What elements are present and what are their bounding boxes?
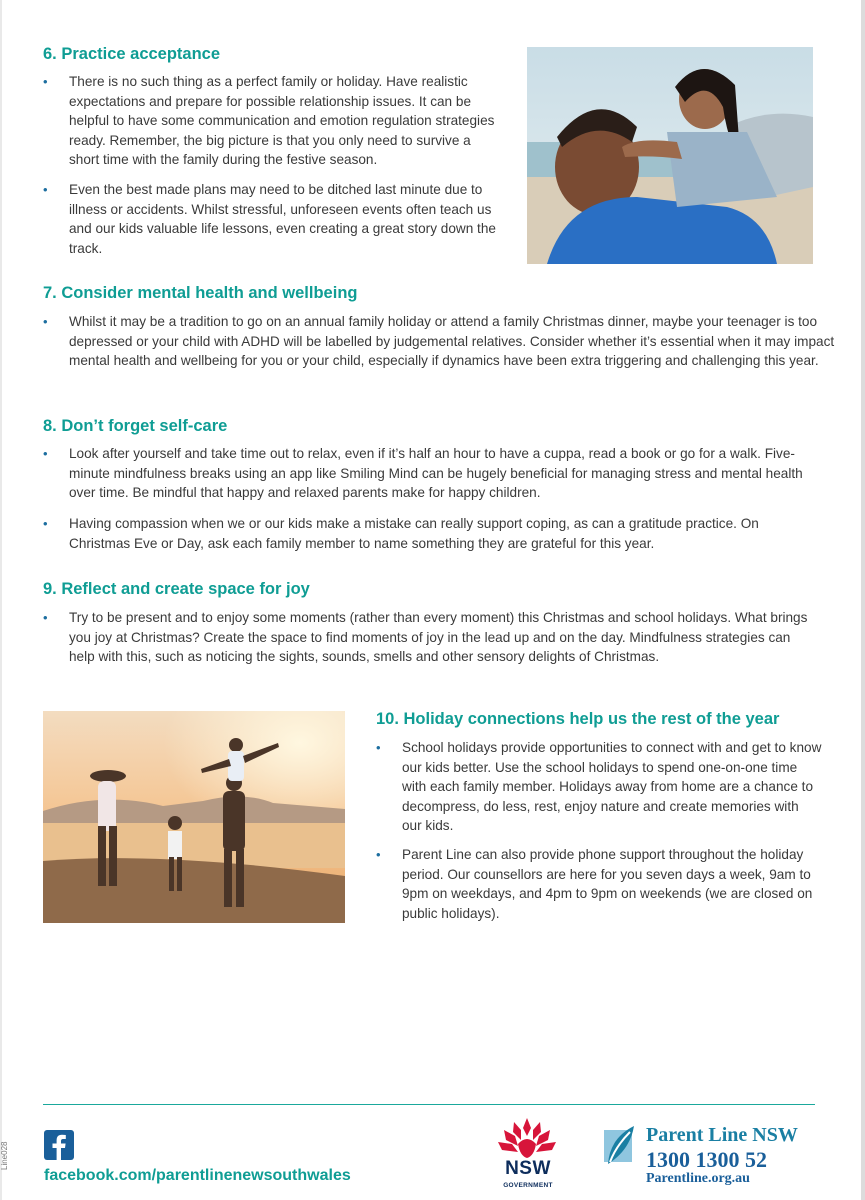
nsw-waratah-logo <box>494 1116 560 1192</box>
section-6-heading: 6. Practice acceptance <box>43 45 221 63</box>
family-beach-sunset-photo <box>43 711 345 923</box>
section-10-bullet-2: • Parent Line can also provide phone support throughout the holiday period. Our counsellors are here for you seven days a week, 9am to 9pm on weekdays, and 4pm to 9pm on weekends (we are closed on public holidays). <box>376 845 822 923</box>
nsw-government-text: GOVERNMENT <box>503 1182 553 1189</box>
section-10-bullet-1: • School holidays provide opportunities to connect with and get to know our kids better. Use the school holidays to spend one-on-one time with each family member. Holidays away from home are a chance to decompress, do less, rest, enjoy nature and create memories with our kids. <box>376 738 822 836</box>
parent-line-leaf-icon <box>600 1124 636 1168</box>
nsw-logo-text: NSW <box>505 1158 551 1179</box>
page-left-edge <box>0 0 2 1200</box>
section-8-bullet-1: • Look after yourself and take time out to relax, even if it’s half an hour to have a cuppa, read a book or go for a walk. Five-minute mindfulness breaks using an app like Smiling Mind can be hugely beneficial for managing stress and mental health over time. Be mindful that happy and relaxed parents make for happy children. <box>43 444 809 503</box>
section-9-bullet-1: • Try to be present and to enjoy some moments (rather than every moment) this Christmas and school holidays. What brings you joy at Christmas? Create the space to find moments of joy in the lead up and on the day. Mindfulness strategies can help with this, such as noticing the sights, sounds, smells and other sensory delights of Christmas. <box>43 608 809 667</box>
section-10-heading: 10. Holiday connections help us the rest of the year <box>376 710 780 728</box>
section-9-heading: 9. Reflect and create space for joy <box>43 580 310 598</box>
section-8-bullet-2: • Having compassion when we or our kids make a mistake can really support coping, as can a gratitude practice. On Christmas Eve or Day, ask each family member to name something they are grateful for this year. <box>43 514 809 553</box>
section-6-bullet-1: • There is no such thing as a perfect family or holiday. Have realistic expectations and prepare for possible relationship issues. It can be helpful to have some communication and emotion regulation strategies ready. Remember, the big picture is that you only need to survive a short time with the family during the festive season. <box>43 72 504 170</box>
facebook-link[interactable]: facebook.com/parentlinenewsouthwales <box>44 1167 351 1184</box>
page-right-edge <box>861 0 865 1200</box>
document-code: Line028 <box>0 1141 9 1170</box>
section-8-heading: 8. Don’t forget self-care <box>43 417 228 435</box>
parent-line-phone[interactable]: 1300 1300 52 <box>646 1147 767 1172</box>
parent-line-name: Parent Line NSW <box>646 1124 798 1146</box>
section-7-bullet-1: • Whilst it may be a tradition to go on an annual family holiday or attend a family Christmas dinner, maybe your teenager is too depressed or your child with ADHD will be labelled by judgemental relatives. Consider whether it’s essential when it may impact mental health and wellbeing for you or your child, especially if dynamics have been extra triggering and challenging this year. <box>43 312 839 371</box>
facebook-icon[interactable] <box>44 1130 74 1160</box>
section-6-bullet-2: • Even the best made plans may need to be ditched last minute due to illness or accidents. Whilst stressful, unforeseen events often teach us and our kids valuable life lessons, even creating a great story down the track. <box>43 180 504 258</box>
parent-line-website[interactable]: Parentline.org.au <box>646 1171 750 1186</box>
footer-divider <box>43 1104 815 1105</box>
father-daughter-beach-photo <box>527 47 813 264</box>
section-7-heading: 7. Consider mental health and wellbeing <box>43 284 358 302</box>
